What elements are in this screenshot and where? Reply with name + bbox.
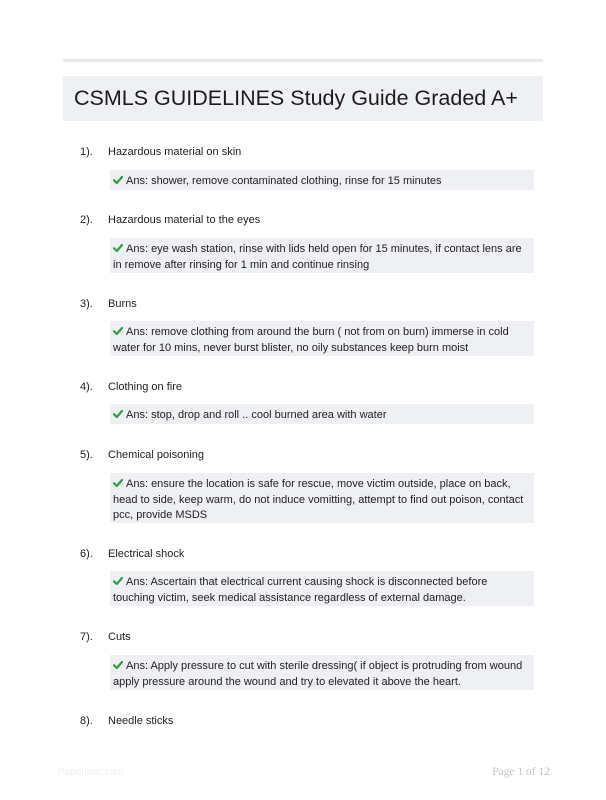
question-number: 1). [80, 146, 93, 158]
question-number: 8). [80, 715, 93, 727]
answer-text: Ans: ensure the location is safe for rescue, move victim outside, place on back, head to side, keep warm, do not induce vomitting, attempt to find out poison, contact pcc, provide MSDS [113, 478, 524, 521]
question-text: Needle sticks [108, 715, 174, 727]
question-number: 2). [80, 214, 93, 226]
answer-text: Ans: remove clothing from around the burn ( not from on burn) immerse in cold water for 10 mins, never burst blister, no oily substances keep burn moist [113, 326, 509, 354]
check-icon [113, 175, 123, 185]
answer-text: Ans: stop, drop and roll .. cool burned area with water [126, 409, 387, 421]
check-icon [113, 243, 123, 253]
question-text: Cuts [108, 631, 131, 643]
answer-box [110, 321, 534, 356]
question-text: Electrical shock [108, 548, 185, 560]
answer-box [110, 170, 534, 190]
question-number: 5). [80, 449, 93, 461]
answer-box [110, 473, 534, 523]
question-number: 3). [80, 298, 93, 310]
answer-box [110, 655, 534, 690]
question-number: 6). [80, 548, 93, 560]
answer-text: Ans: eye wash station, rinse with lids held open for 15 minutes, if contact lens are in remove after rinsing for 1 min and continue rinsing [113, 243, 522, 271]
document-title: CSMLS GUIDELINES Study Guide Graded A+ [74, 86, 518, 110]
check-icon [113, 576, 123, 586]
check-icon [113, 409, 123, 419]
answer-box [110, 238, 534, 273]
page-number: Page 1 of 12 [492, 766, 550, 778]
question-text: Burns [108, 298, 137, 310]
answer-text: Ans: Ascertain that electrical current causing shock is disconnected before touching victim, seek medical assistance regardless of external damage. [113, 576, 488, 604]
answer-box [110, 404, 534, 424]
question-text: Hazardous material to the eyes [108, 214, 261, 226]
question-text: Chemical poisoning [108, 449, 204, 461]
answer-text: Ans: Apply pressure to cut with sterile dressing( if object is protruding from wound apply pressure around the wound and try to elevated it above the heart. [113, 660, 523, 688]
question-text: Hazardous material on skin [108, 146, 242, 158]
check-icon [113, 660, 123, 670]
check-icon [113, 326, 123, 336]
answer-box [110, 571, 534, 606]
question-text: Clothing on fire [108, 381, 182, 393]
answer-text: Ans: shower, remove contaminated clothing, rinse for 15 minutes [126, 175, 442, 187]
question-number: 7). [80, 631, 93, 643]
footer-watermark: Paperlibic.com [58, 767, 124, 778]
question-number: 4). [80, 381, 93, 393]
check-icon [113, 478, 123, 488]
